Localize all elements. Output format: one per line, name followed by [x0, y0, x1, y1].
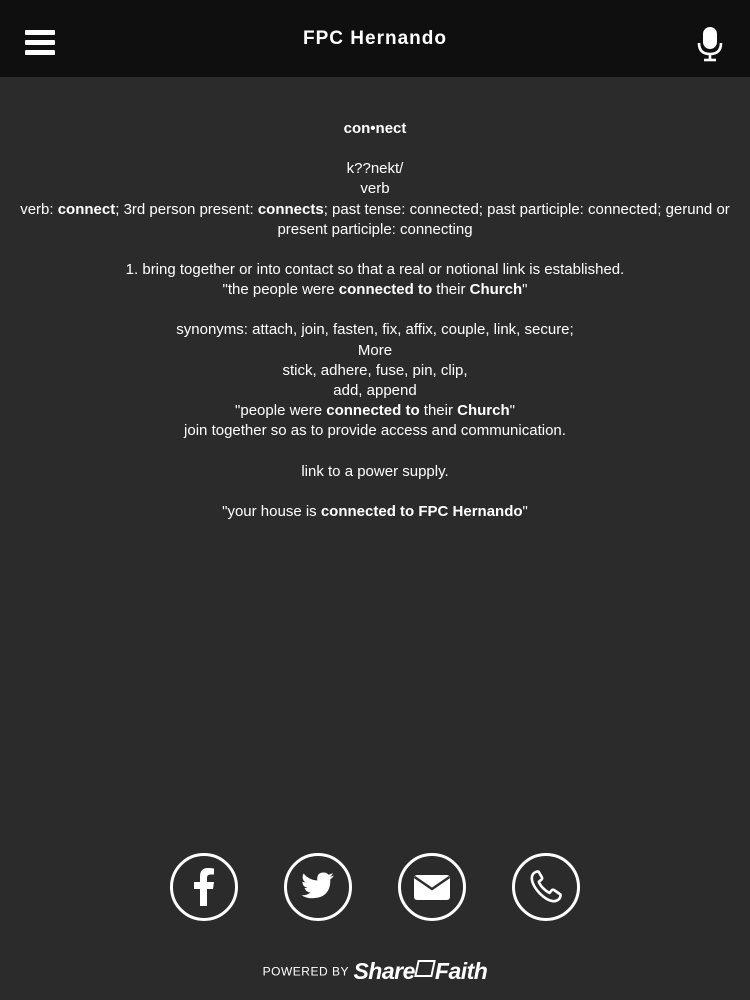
- sharefaith-flag-icon: [414, 960, 436, 977]
- example-2: "people were connected to their Church": [235, 402, 515, 420]
- hamburger-icon-bar: [25, 50, 55, 55]
- phone-icon: [515, 856, 577, 918]
- sharefaith-logo[interactable]: Share Faith: [353, 958, 488, 984]
- synonyms-line: synonyms: attach, join, fasten, fix, affix, couple, link, secure;: [176, 321, 574, 339]
- twitter-button[interactable]: [284, 853, 352, 921]
- facebook-button[interactable]: [170, 853, 238, 921]
- more-link[interactable]: More: [357, 341, 393, 359]
- example-1: "the people were connected to their Church": [222, 281, 528, 299]
- sense-2: join together so as to provide access and communication.: [184, 422, 566, 440]
- sense-1: 1. bring together or into contact so that a real or notional link is established.: [125, 261, 625, 279]
- page-title: FPC Hernando: [303, 28, 447, 49]
- synonyms-line-3: add, append: [333, 382, 417, 400]
- microphone-icon: [690, 24, 730, 64]
- sense-3: link to a power supply.: [301, 462, 449, 480]
- twitter-icon: [287, 856, 349, 918]
- part-of-speech: verb: [360, 180, 390, 198]
- email-button[interactable]: [398, 853, 466, 921]
- phone-button[interactable]: [512, 853, 580, 921]
- powered-by-label: POWERED BY: [262, 964, 349, 979]
- email-icon: [401, 856, 463, 918]
- social-bar: [0, 853, 750, 923]
- facebook-icon: [173, 856, 235, 918]
- headword: con•nect: [343, 120, 407, 137]
- example-3: "your house is connected to FPC Hernando": [222, 502, 528, 520]
- synonyms-line-2: stick, adhere, fuse, pin, clip,: [282, 361, 468, 379]
- top-bar: [0, 0, 750, 77]
- pronunciation: k??nekt/: [346, 160, 404, 178]
- microphone-button[interactable]: [690, 24, 730, 64]
- footer: [0, 958, 750, 988]
- verb-forms: verb: connect; 3rd person present: connects; past tense: connected; past participle: connected; gerund or present participle: connecting: [20, 200, 730, 238]
- definition-content: [0, 77, 750, 522]
